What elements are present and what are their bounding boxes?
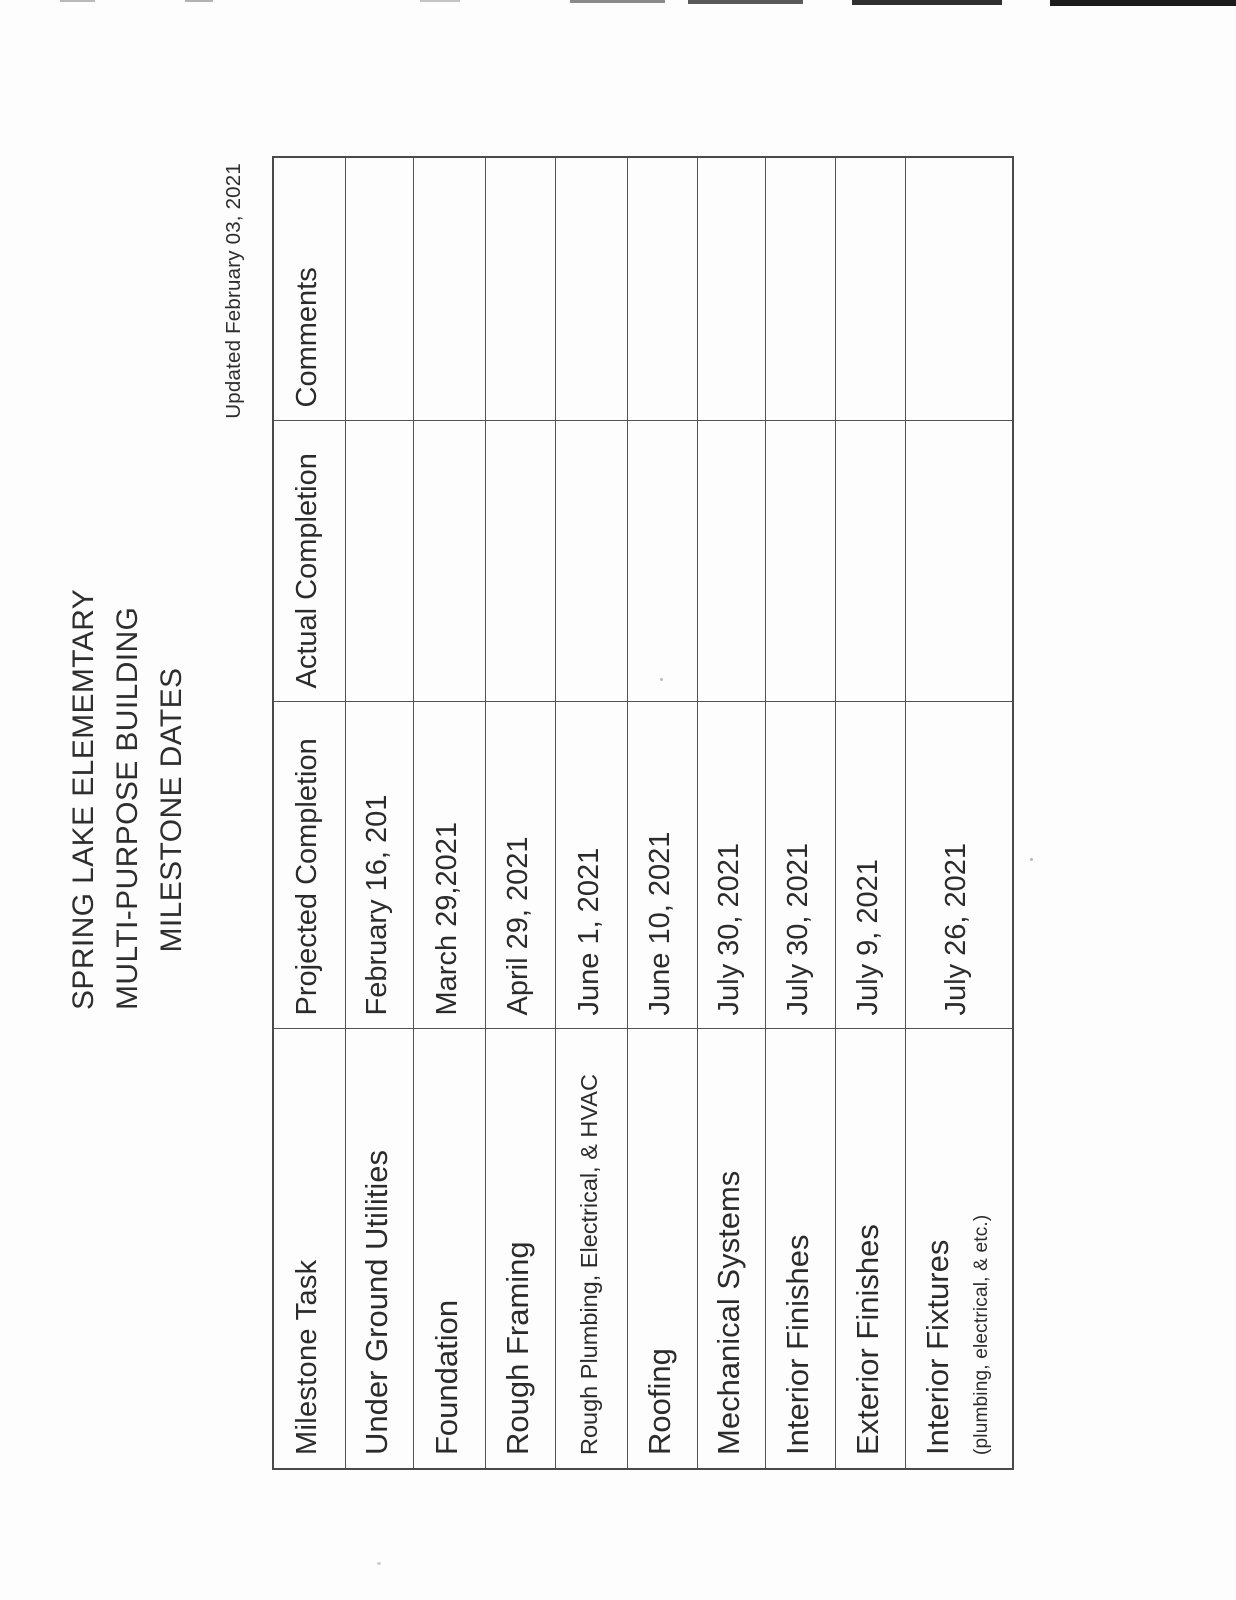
actual-cell <box>555 421 627 702</box>
comments-cell <box>627 157 697 421</box>
actual-cell <box>905 421 1013 702</box>
col-header-milestone-task: Milestone Task <box>273 1029 345 1469</box>
actual-cell <box>345 421 413 702</box>
task-cell <box>905 1029 1013 1469</box>
projected-cell: July 26, 2021 <box>905 702 1013 1029</box>
task-note: (plumbing, electrical, & etc.) <box>970 1214 992 1455</box>
task-cell: Foundation <box>413 1029 485 1469</box>
comments-cell <box>345 157 413 421</box>
col-header-comments: Comments <box>273 157 345 421</box>
actual-cell <box>627 421 697 702</box>
actual-cell <box>697 421 765 702</box>
projected-cell: April 29, 2021 <box>485 702 555 1029</box>
table-row <box>485 157 555 1469</box>
document-title <box>62 588 194 1010</box>
comments-cell <box>413 157 485 421</box>
table-row <box>697 157 765 1469</box>
projected-cell: July 9, 2021 <box>835 702 905 1029</box>
comments-cell <box>835 157 905 421</box>
task-cell: Rough Plumbing, Electrical, & HVAC <box>555 1029 627 1469</box>
actual-cell <box>485 421 555 702</box>
task-cell: Roofing <box>627 1029 697 1469</box>
comments-cell <box>765 157 835 421</box>
title-line-1: SPRING LAKE ELEMEMTARY <box>67 588 100 1010</box>
actual-cell <box>413 421 485 702</box>
actual-cell <box>765 421 835 702</box>
table-row <box>627 157 697 1469</box>
task-cell: Exterior Finishes <box>835 1029 905 1469</box>
projected-cell: June 10, 2021 <box>627 702 697 1029</box>
table-header-row <box>273 157 345 1469</box>
task-cell: Interior Finishes <box>765 1029 835 1469</box>
projected-cell: July 30, 2021 <box>765 702 835 1029</box>
col-header-projected-completion: Projected Completion <box>273 702 345 1029</box>
projected-cell: July 30, 2021 <box>697 702 765 1029</box>
title-line-2: MULTI-PURPOSE BUILDING <box>111 606 144 1010</box>
projected-cell: February 16, 201 <box>345 702 413 1029</box>
milestone-table <box>272 156 1014 1470</box>
task-cell: Mechanical Systems <box>697 1029 765 1469</box>
col-header-actual-completion: Actual Completion <box>273 421 345 702</box>
projected-cell: March 29,2021 <box>413 702 485 1029</box>
table-row <box>765 157 835 1469</box>
title-line-3: MILESTONE DATES <box>155 667 188 953</box>
task-cell: Under Ground Utilities <box>345 1029 413 1469</box>
table-row <box>835 157 905 1469</box>
table-row <box>555 157 627 1469</box>
task-cell: Rough Framing <box>485 1029 555 1469</box>
table-row <box>905 157 1013 1469</box>
comments-cell <box>485 157 555 421</box>
comments-cell <box>697 157 765 421</box>
actual-cell <box>835 421 905 702</box>
table-row <box>413 157 485 1469</box>
updated-date: Updated February 03, 2021 <box>222 163 245 419</box>
table-row <box>345 157 413 1469</box>
task-label: Interior Fixtures <box>919 1239 955 1455</box>
comments-cell <box>905 157 1013 421</box>
projected-cell: June 1, 2021 <box>555 702 627 1029</box>
comments-cell <box>555 157 627 421</box>
